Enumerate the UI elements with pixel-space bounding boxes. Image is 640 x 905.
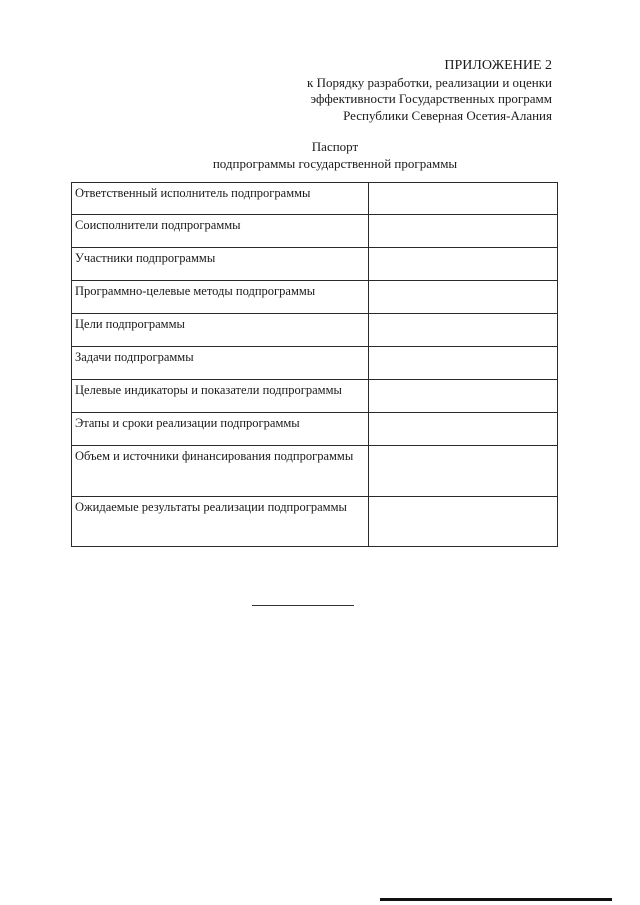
- row-value: [369, 215, 558, 248]
- table-row: [72, 314, 558, 347]
- row-label: Программно-целевые методы подпрограммы: [72, 281, 369, 314]
- row-label: Целевые индикаторы и показатели подпрограммы: [72, 380, 369, 413]
- row-label: Ответственный исполнитель подпрограммы: [72, 183, 369, 215]
- row-value: [369, 497, 558, 547]
- row-value: [369, 446, 558, 497]
- table-row: [72, 497, 558, 547]
- row-value: [369, 380, 558, 413]
- document-title: Паспорт: [311, 139, 359, 154]
- row-label: Цели подпрограммы: [72, 314, 369, 347]
- appendix-line: Республики Северная Осетия-Алания: [343, 107, 552, 123]
- row-label: Ожидаемые результаты реализации подпрограммы: [72, 497, 369, 547]
- table-row: [72, 413, 558, 446]
- table-row: [72, 248, 558, 281]
- row-label: Участники подпрограммы: [72, 248, 369, 281]
- table-row: [72, 281, 558, 314]
- table-row: [72, 380, 558, 413]
- appendix-header: [307, 58, 552, 124]
- scan-edge-mark: [380, 898, 612, 901]
- table-row: [72, 347, 558, 380]
- table-row: [72, 183, 558, 215]
- row-value: [369, 413, 558, 446]
- row-value: [369, 347, 558, 380]
- appendix-line: к Порядку разработки, реализации и оценки: [307, 74, 552, 90]
- row-label: Задачи подпрограммы: [72, 347, 369, 380]
- appendix-title: ПРИЛОЖЕНИЕ 2: [444, 58, 552, 73]
- passport-table: [71, 182, 558, 547]
- table-row: [72, 446, 558, 497]
- document-subtitle: подпрограммы государственной программы: [212, 156, 458, 171]
- row-label: Объем и источники финансирования подпрограммы: [72, 446, 369, 497]
- row-value: [369, 248, 558, 281]
- table-row: [72, 215, 558, 248]
- document-heading: [0, 138, 640, 172]
- row-label: Соисполнители подпрограммы: [72, 215, 369, 248]
- row-value: [369, 281, 558, 314]
- appendix-line: эффективности Государственных программ: [310, 91, 552, 106]
- row-value: [369, 314, 558, 347]
- closing-rule: [252, 605, 354, 606]
- row-value: [369, 183, 558, 215]
- row-label: Этапы и сроки реализации подпрограммы: [72, 413, 369, 446]
